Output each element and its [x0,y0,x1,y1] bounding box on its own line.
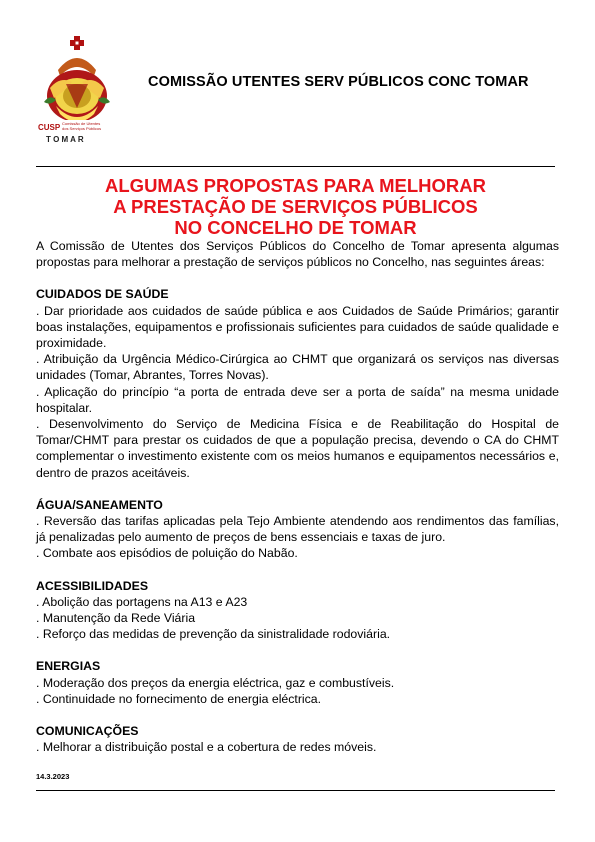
logo-line2: dos Serviços Públicos [62,126,102,131]
section-comunicacoes [36,723,559,755]
proposal-item: . Dar prioridade aos cuidados de saúde pública e aos Cuidados de Saúde Primários; garantir boas instalações, equipamentos e profissionais suficientes para cuidados de saúde qualidade e proximidade. [36,303,559,351]
headline-line: ALGUMAS PROPOSTAS PARA MELHORAR [105,175,486,196]
proposal-item: . Desenvolvimento do Serviço de Medicina Física e de Reabilitação do Hospital de Tomar/CHMT para prestar os cuidados de que a população precisa, devendo o CA do CHMT complementar o investimento existente com os meios humanos e equipamentos necessários e, dentro de prazos aceitáveis. [36,417,559,480]
footer-divider [36,790,555,791]
headline-line: NO CONCELHO DE TOMAR [174,217,417,238]
cusp-logo [36,36,120,146]
logo-line1: Comissão de Utentes [62,121,101,126]
section-energias [36,658,559,707]
proposal-item: . Manutenção da Rede Viária [36,611,196,626]
proposal-item: . Continuidade no fornecimento de energia eléctrica. [36,691,322,706]
section-cuidados-de-saude [36,286,559,480]
proposal-item: . Combate aos episódios de poluição do Nabão. [36,546,298,561]
proposal-item: . Melhorar a distribuição postal e a cobertura de redes móveis. [36,740,377,755]
organization-title: COMISSÃO UTENTES SERV PÚBLICOS CONC TOMAR [148,74,529,90]
intro-paragraph: A Comissão de Utentes dos Serviços Públicos do Concelho de Tomar apresenta algumas propostas para melhorar a prestação de serviços públicos no Concelho, nas seguintes áreas: [36,239,559,270]
headline-line: A PRESTAÇÃO DE SERVIÇOS PÚBLICOS [113,196,478,217]
proposal-item: . Atribuição da Urgência Médico-Cirúrgica ao CHMT que organizará os serviços nas diversas unidades (Tomar, Abrantes, Torres Novas). [36,352,559,383]
section-heading: ENERGIAS [36,659,101,674]
logo-city: T O M A R [46,135,84,144]
section-heading: ÁGUA/SANEAMENTO [36,497,163,512]
proposal-item: . Abolição das portagens na A13 e A23 [36,594,248,609]
cusp-emblem-icon [36,36,120,146]
document-body [36,238,559,755]
section-agua-saneamento [36,497,559,562]
headline [36,175,555,238]
proposal-item: . Reforço das medidas de prevenção da sinistralidade rodoviária. [36,627,391,642]
document-date: 14.3.2023 [36,772,70,781]
proposal-item: . Aplicação do princípio “a porta de entrada deve ser a porta de saída” na mesma unidade hospitalar. [36,384,559,415]
section-acessibilidades [36,578,559,643]
section-heading: ACESSIBILIDADES [36,578,149,593]
header-divider [36,166,555,167]
proposal-item: . Moderação dos preços da energia eléctrica, gaz e combustíveis. [36,675,395,690]
section-heading: CUIDADOS DE SAÚDE [36,287,169,302]
logo-abbr: CUSP [38,123,61,132]
section-heading: COMUNICAÇÕES [36,724,139,739]
proposal-item: . Reversão das tarifas aplicadas pela Tejo Ambiente atendendo aos rendimentos das famílias, já penalizadas pelo aumento de preços de bens essenciais e taxas de juro. [36,514,559,545]
